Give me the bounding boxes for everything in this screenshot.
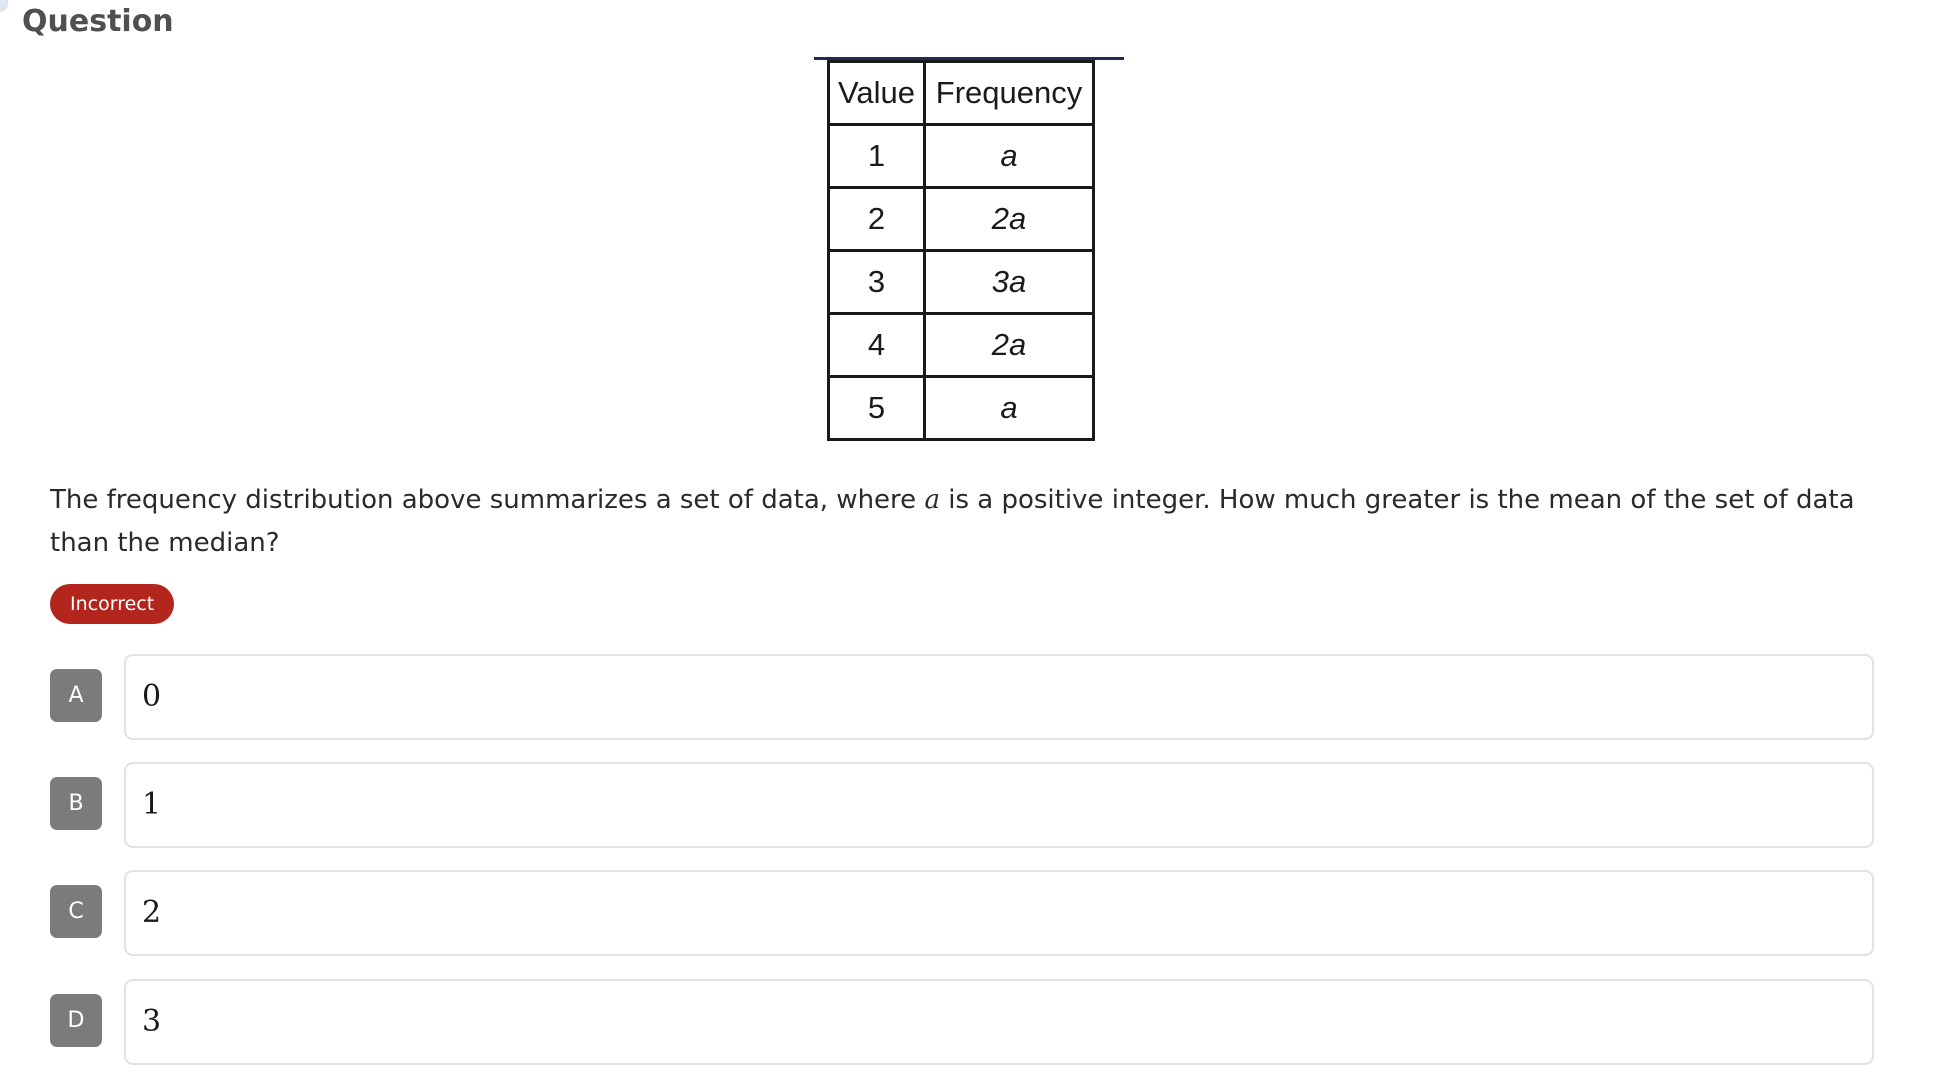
table-row: [829, 125, 1094, 188]
choice-letter-badge[interactable]: D: [50, 994, 102, 1047]
answer-choice-c[interactable]: [50, 870, 1874, 956]
choice-option-box[interactable]: [124, 762, 1874, 848]
frequency-table: [827, 60, 1095, 441]
question-text-start: The frequency distribution above summarizes a set of data, where: [50, 485, 925, 515]
choice-value: 1: [142, 787, 162, 822]
question-variable: a: [924, 485, 940, 515]
table-row: [829, 377, 1094, 440]
choice-letter-badge[interactable]: C: [50, 885, 102, 938]
frequency-figure: [814, 57, 1124, 425]
choice-letter-badge[interactable]: B: [50, 777, 102, 830]
question-text: [50, 479, 1880, 565]
frequency-cell: 3a: [925, 251, 1094, 314]
table-row: [829, 188, 1094, 251]
value-cell: 1: [829, 125, 925, 188]
status-badge: Incorrect: [50, 584, 174, 624]
value-cell: 5: [829, 377, 925, 440]
answer-choice-a[interactable]: [50, 654, 1874, 740]
table-row: [829, 251, 1094, 314]
corner-decoration: [0, 0, 8, 12]
choice-option-box[interactable]: [124, 870, 1874, 956]
question-text-end: is a positive integer. How much greater is the mean of the set of data than the median?: [50, 485, 1855, 558]
value-cell: 3: [829, 251, 925, 314]
value-cell: 2: [829, 188, 925, 251]
answer-choice-d[interactable]: [50, 979, 1874, 1065]
frequency-cell: 2a: [925, 188, 1094, 251]
choice-value: 0: [142, 679, 162, 714]
frequency-cell: a: [925, 125, 1094, 188]
choice-letter-badge[interactable]: A: [50, 669, 102, 722]
frequency-cell: a: [925, 377, 1094, 440]
choice-option-box[interactable]: [124, 979, 1874, 1065]
choice-option-box[interactable]: [124, 654, 1874, 740]
table-row: [829, 314, 1094, 377]
choice-value: 2: [142, 895, 162, 930]
value-cell: 4: [829, 314, 925, 377]
frequency-cell: 2a: [925, 314, 1094, 377]
choice-value: 3: [142, 1004, 162, 1039]
answer-choice-b[interactable]: [50, 762, 1874, 848]
column-header-value: Value: [829, 62, 925, 125]
table-header-row: [829, 62, 1094, 125]
column-header-frequency: Frequency: [925, 62, 1094, 125]
section-title: Question: [22, 4, 174, 39]
